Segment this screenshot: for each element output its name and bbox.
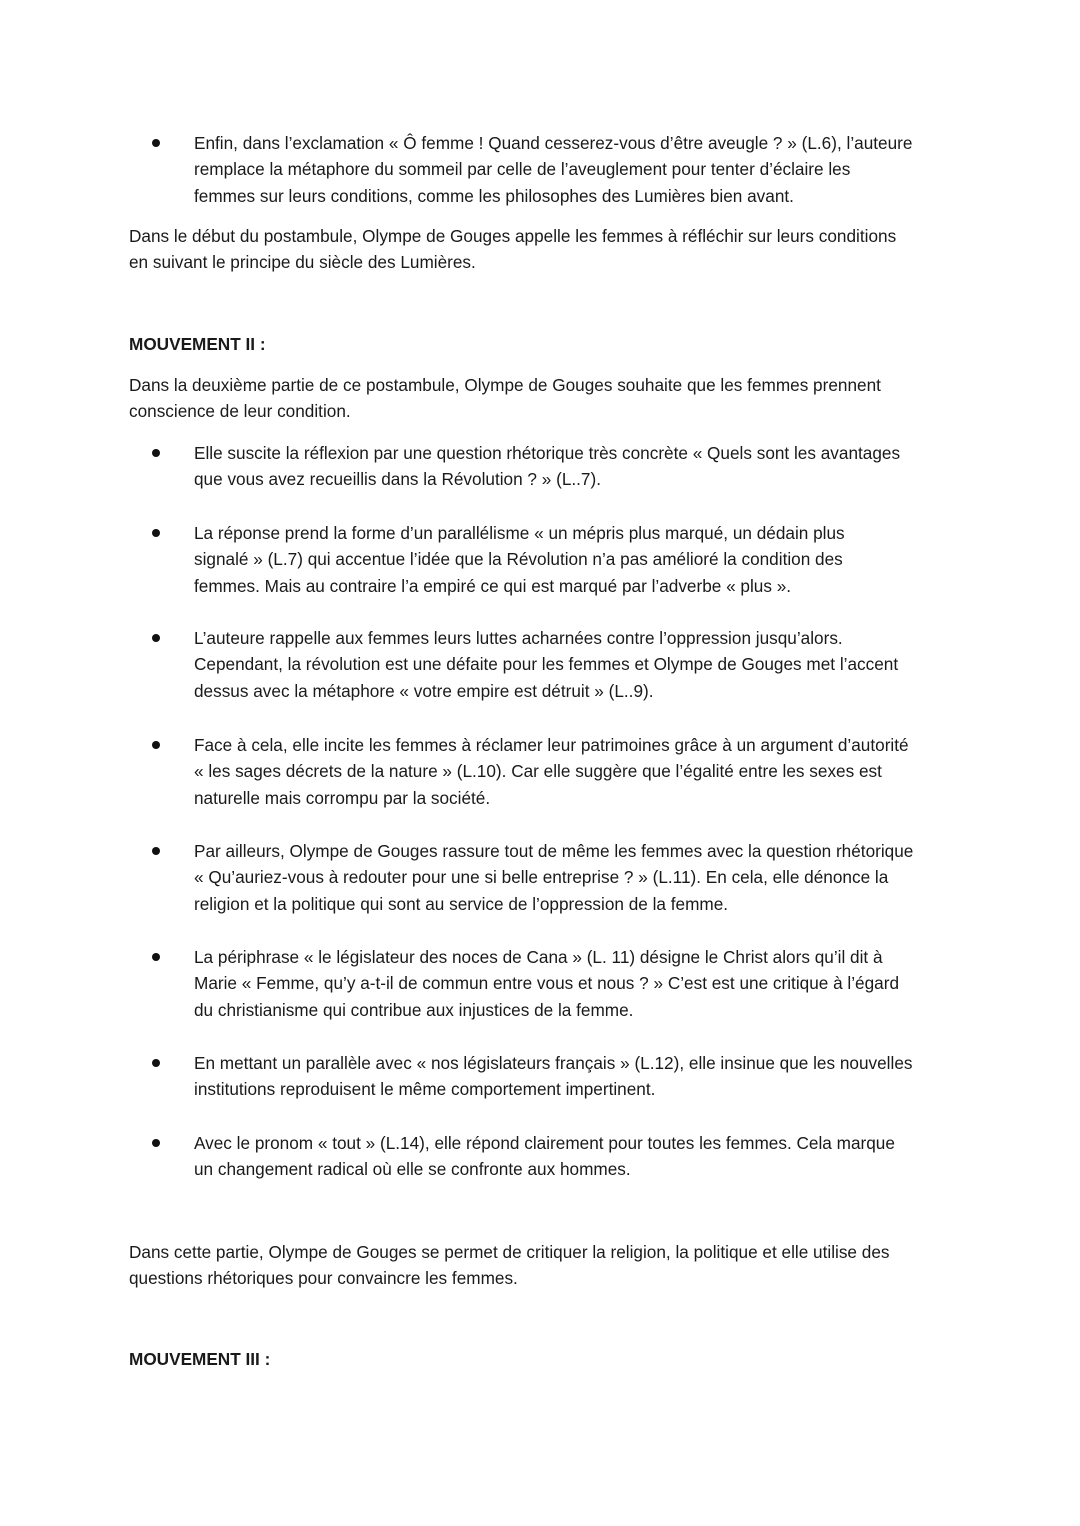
text-line: Marie « Femme, qu’y a-t-il de commun entre vous et nous ? » C’est est une critique à l’égard <box>194 973 900 994</box>
text-line: Elle suscite la réflexion par une question rhétorique très concrète « Quels sont les avantages <box>194 443 901 463</box>
text-line: Dans cette partie, Olympe de Gouges se permet de critiquer la religion, la politique et elle utilise des <box>129 1242 890 1262</box>
paragraph-conclusion-2 <box>129 1239 959 1292</box>
text-line: Par ailleurs, Olympe de Gouges rassure tout de même les femmes avec la question rhétorique <box>194 841 914 861</box>
bullet-icon <box>152 847 160 855</box>
bullet-text <box>194 1130 964 1183</box>
text-line: Face à cela, elle incite les femmes à réclamer leur patrimoines grâce à un argument d’autorité <box>194 735 909 755</box>
text-line: signalé » (L.7) qui accentue l’idée que la Révolution n’a pas amélioré la condition des <box>194 549 843 570</box>
bullet-icon <box>152 449 160 457</box>
text-line: institutions reproduisent le même comportement impertinent. <box>194 1079 656 1100</box>
bullet-icon <box>152 1139 160 1147</box>
text-line: Dans la deuxième partie de ce postambule, Olympe de Gouges souhaite que les femmes prennent <box>129 375 881 395</box>
bullet-icon <box>152 953 160 961</box>
bullet-text <box>194 520 964 599</box>
text-line: « les sages décrets de la nature » (L.10). Car elle suggère que l’égalité entre les sexes est <box>194 761 882 782</box>
bullet-text <box>194 625 964 704</box>
bullet-text <box>194 838 964 917</box>
text-line: questions rhétoriques pour convaincre les femmes. <box>129 1268 518 1289</box>
text-line: « Qu’auriez-vous à redouter pour une si belle entreprise ? » (L.11). En cela, elle dénonce la <box>194 867 889 888</box>
text-line: femmes. Mais au contraire l’a empiré ce qui est marqué par l’adverbe « plus ». <box>194 575 792 596</box>
bullet-text <box>194 440 964 493</box>
text-line: dessus avec la métaphore « votre empire est détruit » (L..9). <box>194 680 654 701</box>
text-line: La périphrase « le législateur des noces de Cana » (L. 11) désigne le Christ alors qu’il dit à <box>194 947 883 967</box>
text-line: La réponse prend la forme d’un parallélisme « un mépris plus marqué, un dédain plus <box>194 523 845 543</box>
bullet-icon <box>152 529 160 537</box>
text-line: Cependant, la révolution est une défaite pour les femmes et Olympe de Gouges met l’accent <box>194 654 899 675</box>
text-line: naturelle mais corrompu par la société. <box>194 787 491 808</box>
text-line: Enfin, dans l’exclamation « Ô femme ! Quand cesserez-vous d’être aveugle ? » (L.6), l’auteure <box>194 133 913 153</box>
bullet-icon <box>152 1059 160 1067</box>
bullet-text <box>194 1050 964 1103</box>
text-line: du christianisme qui contribue aux injustices de la femme. <box>194 999 634 1020</box>
text-line: L’auteure rappelle aux femmes leurs luttes acharnées contre l’oppression jusqu’alors. <box>194 628 843 648</box>
bullet-icon <box>152 139 160 147</box>
paragraph-intro-2 <box>129 372 959 425</box>
text-line: que vous avez recueillis dans la Révolution ? » (L..7). <box>194 469 601 490</box>
text-line: religion et la politique qui sont au service de l’oppression de la femme. <box>194 893 729 914</box>
text-line: Avec le pronom « tout » (L.14), elle répond clairement pour toutes les femmes. Cela marque <box>194 1133 895 1153</box>
bullet-text <box>194 130 964 209</box>
paragraph-conclusion-1 <box>129 223 959 276</box>
section-heading-mouvement-2: MOUVEMENT II : <box>129 334 266 354</box>
text-line: un changement radical où elle se confronte aux hommes. <box>194 1159 631 1180</box>
text-line: femmes sur leurs conditions, comme les philosophes des Lumières bien avant. <box>194 185 794 206</box>
bullet-icon <box>152 634 160 642</box>
text-line: Dans le début du postambule, Olympe de Gouges appelle les femmes à réfléchir sur leurs conditions <box>129 226 897 246</box>
text-line: en suivant le principe du siècle des Lumières. <box>129 252 476 273</box>
text-line: En mettant un parallèle avec « nos législateurs français » (L.12), elle insinue que les nouvelles <box>194 1053 913 1073</box>
bullet-text <box>194 944 964 1023</box>
text-line: conscience de leur condition. <box>129 401 351 422</box>
section-heading-mouvement-3: MOUVEMENT III : <box>129 1349 271 1369</box>
text-line: remplace la métaphore du sommeil par celle de l’aveuglement pour tenter d’éclaire les <box>194 159 851 180</box>
bullet-icon <box>152 741 160 749</box>
bullet-text <box>194 732 964 811</box>
